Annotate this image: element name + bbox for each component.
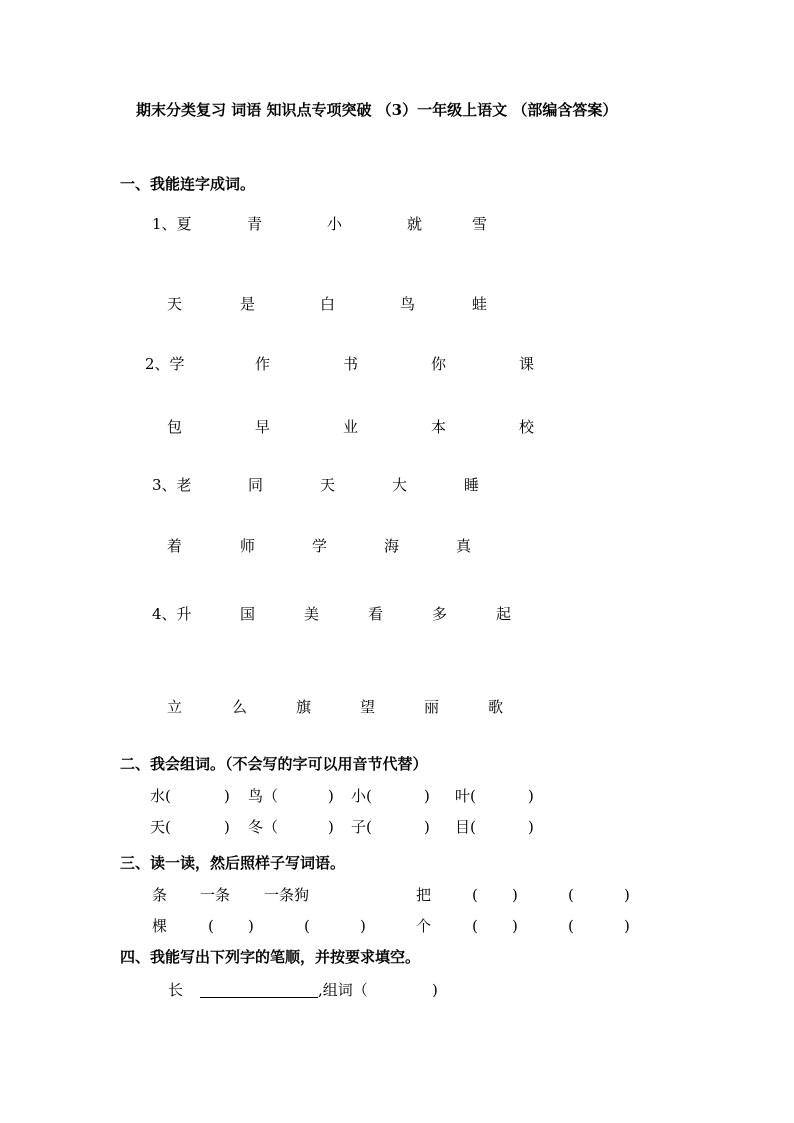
char-cell: 天 (167, 295, 183, 313)
word-prompt: 天( (150, 818, 171, 836)
char-cell: 着 (167, 537, 183, 555)
char-cell: 是 (240, 295, 256, 313)
page-title: 期末分类复习 词语 知识点专项突破 （3）一年级上语文 （部编含答案） (136, 101, 618, 119)
char-cell: 旗 (296, 698, 312, 716)
char-cell: 天 (320, 476, 336, 494)
word-prompt: 叶( (455, 787, 476, 805)
example-word: 一条 (200, 886, 231, 904)
paren-open: ( (208, 917, 214, 935)
paren-open: ( (472, 886, 478, 904)
paren-open: ( (304, 917, 310, 935)
section-4-heading: 四、我能写出下列字的笔顺，并按要求填空。 (120, 948, 421, 966)
paren-close: ) (528, 818, 534, 836)
char-cell: 3、老 (152, 476, 192, 494)
example-word: 一条狗 (264, 886, 310, 904)
char-cell: 师 (240, 537, 256, 555)
word-prompt: 小( (351, 787, 372, 805)
char-cell: 白 (320, 295, 336, 313)
paren-close: ) (328, 818, 334, 836)
char-cell: 望 (360, 698, 376, 716)
measure-word: 个 (416, 917, 432, 935)
stroke-order-char: 长 (168, 981, 184, 999)
paren-close: ) (624, 886, 630, 904)
char-cell: 包 (167, 418, 183, 436)
section-3-heading: 三、读一读，然后照样子写词语。 (120, 854, 346, 872)
char-cell: 美 (304, 605, 320, 623)
char-cell: 真 (456, 537, 472, 555)
char-cell: 4、升 (152, 605, 192, 623)
paren-close: ) (624, 917, 630, 935)
char-cell: 作 (255, 355, 271, 373)
char-cell: 歌 (488, 698, 504, 716)
stroke-order-blank[interactable] (200, 997, 318, 998)
char-cell: 国 (240, 605, 256, 623)
char-cell: 早 (255, 418, 271, 436)
char-cell: 本 (431, 418, 447, 436)
word-prompt: 水( (150, 787, 171, 805)
example-word: 条 (152, 886, 168, 904)
char-cell: 校 (519, 418, 535, 436)
char-cell: 起 (496, 605, 512, 623)
measure-word: 把 (416, 886, 432, 904)
section-2-heading: 二、我会组词。（不会写的字可以用音节代替） (120, 755, 428, 773)
paren-open: ( (472, 917, 478, 935)
measure-word: 棵 (152, 917, 168, 935)
char-cell: 海 (384, 537, 400, 555)
section-1-heading: 一、我能连字成词。 (120, 175, 256, 193)
char-cell: 青 (247, 215, 263, 233)
word-prompt: 鸟（ (248, 787, 279, 805)
char-cell: 你 (431, 355, 447, 373)
paren-open: ( (568, 917, 574, 935)
char-cell: 丽 (424, 698, 440, 716)
paren-close: ) (512, 917, 518, 935)
char-cell: 书 (343, 355, 359, 373)
char-cell: 2、学 (145, 355, 185, 373)
char-cell: 多 (432, 605, 448, 623)
char-cell: 立 (167, 698, 183, 716)
paren-close: ) (360, 917, 366, 935)
char-cell: 业 (343, 418, 359, 436)
word-prompt: ,组词（ (318, 981, 368, 999)
paren-close: ) (224, 818, 230, 836)
char-cell: 小 (327, 215, 343, 233)
char-cell: 同 (248, 476, 264, 494)
paren-open: ( (568, 886, 574, 904)
word-prompt: 目( (455, 818, 476, 836)
char-cell: 蛙 (472, 295, 488, 313)
char-cell: 课 (519, 355, 535, 373)
char-cell: 雪 (472, 215, 488, 233)
paren-close: ) (424, 787, 430, 805)
paren-close: ) (512, 886, 518, 904)
word-prompt: 子( (351, 818, 372, 836)
paren-close: ) (328, 787, 334, 805)
char-cell: 么 (232, 698, 248, 716)
paren-close: ) (224, 787, 230, 805)
char-cell: 学 (312, 537, 328, 555)
paren-close: ) (248, 917, 254, 935)
char-cell: 睡 (464, 476, 480, 494)
char-cell: 看 (368, 605, 384, 623)
char-cell: 就 (407, 215, 423, 233)
word-prompt: 冬（ (248, 818, 279, 836)
char-cell: 1、夏 (152, 215, 192, 233)
paren-close: ) (424, 818, 430, 836)
char-cell: 大 (392, 476, 408, 494)
paren-close: ) (432, 981, 438, 999)
char-cell: 鸟 (400, 295, 416, 313)
paren-close: ) (528, 787, 534, 805)
